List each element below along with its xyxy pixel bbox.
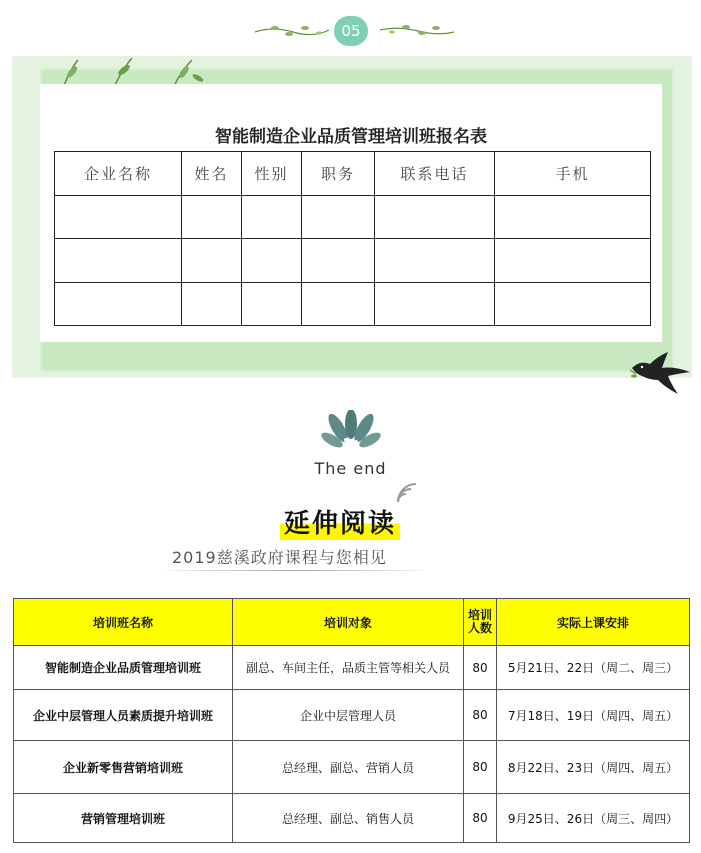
extended-reading-subtitle: 2019慈溪政府课程与您相见	[172, 548, 387, 567]
empty-cell	[375, 239, 495, 282]
registration-form-card	[40, 84, 662, 342]
column-header: 职务	[302, 152, 375, 196]
column-header: 姓名	[182, 152, 242, 196]
table-row	[14, 646, 690, 690]
header-count	[464, 599, 497, 646]
target-cell: 总经理、副总、营销人员	[233, 741, 464, 794]
registration-form-title: 智能制造企业品质管理培训班报名表	[215, 127, 487, 147]
target-cell: 企业中层管理人员	[233, 690, 464, 741]
empty-cell	[182, 282, 242, 325]
arrangement-cell: 5月21日、22日（周二、周三）	[497, 646, 690, 690]
vine-left-icon	[253, 18, 331, 42]
table-row	[14, 794, 690, 843]
empty-cell	[495, 239, 651, 282]
empty-cell	[375, 282, 495, 325]
empty-form-row	[55, 239, 651, 282]
count-cell: 80	[464, 690, 497, 741]
registration-form-header-row	[55, 152, 651, 196]
extended-reading-title: 延伸阅读	[280, 503, 400, 540]
registration-form-table	[54, 151, 651, 326]
arrangement-cell: 8月22日、23日（周四、周五）	[497, 741, 690, 794]
the-end-text: The end	[314, 459, 387, 478]
section-number-header	[0, 0, 701, 52]
empty-cell	[242, 239, 302, 282]
empty-cell	[182, 196, 242, 239]
header-count-line2: 人数	[467, 621, 492, 635]
section-number-badge: 05	[334, 16, 368, 46]
course-name-cell: 智能制造企业品质管理培训班	[14, 646, 233, 690]
empty-form-row	[55, 196, 651, 239]
course-name-cell: 营销管理培训班	[14, 794, 233, 843]
empty-cell	[495, 282, 651, 325]
column-header: 企业名称	[55, 152, 182, 196]
empty-cell	[375, 196, 495, 239]
empty-cell	[55, 282, 182, 325]
header-target: 培训对象	[233, 599, 464, 646]
count-cell: 80	[464, 741, 497, 794]
empty-cell	[55, 239, 182, 282]
header-course-name: 培训班名称	[14, 599, 233, 646]
target-cell: 副总、车间主任，品质主管等相关人员	[233, 646, 464, 690]
empty-cell	[242, 196, 302, 239]
count-cell: 80	[464, 794, 497, 843]
empty-cell	[495, 196, 651, 239]
column-header: 联系电话	[375, 152, 495, 196]
empty-cell	[302, 239, 375, 282]
arrangement-cell: 9月25日、26日（周三、周四）	[497, 794, 690, 843]
course-schedule-table	[13, 598, 690, 843]
target-cell: 总经理、副总、销售人员	[233, 794, 464, 843]
empty-cell	[302, 196, 375, 239]
count-cell: 80	[464, 646, 497, 690]
swallow-bird-icon	[628, 350, 692, 396]
signal-waves-icon	[396, 482, 418, 504]
table-row	[14, 741, 690, 794]
column-header: 手机	[495, 152, 651, 196]
course-name-cell: 企业新零售营销培训班	[14, 741, 233, 794]
plant-icon	[320, 410, 382, 456]
header-arrangement: 实际上课安排	[497, 599, 690, 646]
arrangement-cell: 7月18日、19日（周四、周五）	[497, 690, 690, 741]
empty-cell	[182, 239, 242, 282]
empty-cell	[302, 282, 375, 325]
course-name-cell: 企业中层管理人员素质提升培训班	[14, 690, 233, 741]
empty-cell	[242, 282, 302, 325]
subtitle-underline	[165, 570, 423, 571]
table-row	[14, 690, 690, 741]
empty-cell	[55, 196, 182, 239]
empty-form-row	[55, 282, 651, 325]
schedule-header-row	[14, 599, 690, 646]
header-count-line1: 培训	[467, 608, 492, 622]
vine-right-icon	[378, 18, 456, 42]
column-header: 性别	[242, 152, 302, 196]
